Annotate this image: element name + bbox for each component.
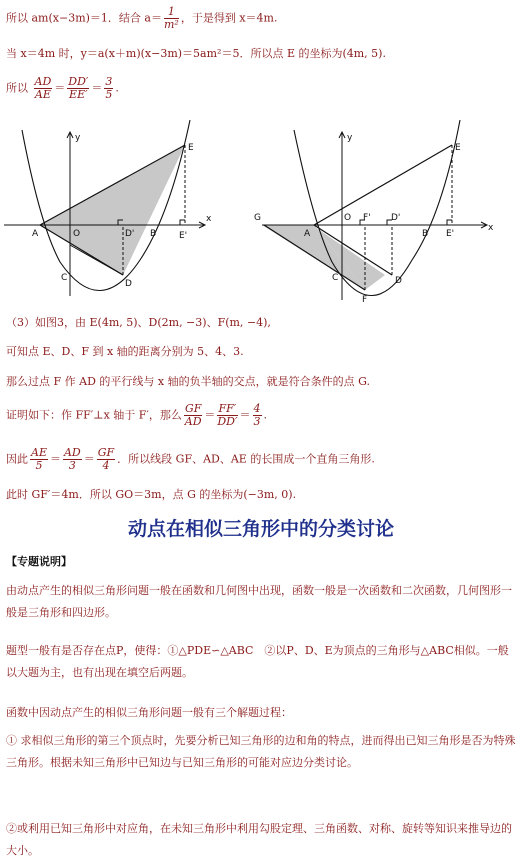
right-angle-mark [447,220,452,225]
figure-1 [0,120,262,300]
paragraph: 题型一般有是否存在点P，使得：①△PDE∽△ABC ②以P、D、E为顶点的三角形与△ABC相似。一般以大题为主，也有出现在填空后两题。 [6,644,509,679]
equals-sign: ＝ [239,408,251,422]
proof-line [6,403,267,428]
part3-line-3: 那么过点 F 作 AD 的平行线与 x 轴的负半轴的交点，就是符合条件的点 G. [6,375,370,388]
paragraph: ②或利用已知三角形中对应角，在未知三角形中利用勾股定理、三角函数、对称、旋转等知识来推导边的大小。 [6,822,512,857]
therefore-line [6,447,375,472]
text-segment: ，于是得到 x＝4m. [180,11,278,25]
fraction-numerator: 1 [164,6,179,19]
fraction [104,76,113,101]
fraction [217,403,237,428]
fraction-denominator: m² [163,18,179,31]
fraction-denominator: AE [34,88,51,101]
label-F: F [362,295,368,305]
fraction-denominator: AD [184,415,202,428]
label-Ep: E' [446,229,455,239]
label-C: C [332,273,339,283]
equals-sign: ＝ [204,408,216,422]
fraction [164,6,179,31]
fraction-numerator: DD′ [68,75,89,88]
figure-2 [254,120,522,305]
label-x: x [206,214,212,224]
label-Dp: D' [125,229,135,239]
fraction-denominator: 5 [35,459,43,472]
fraction-numerator: GF [184,402,202,415]
fraction [253,403,262,428]
equals-sign: ＝ [83,452,95,466]
label-y: y [75,133,81,143]
right-angle-mark [180,220,185,225]
label-E: E [188,143,194,153]
label-Fp: F' [363,213,371,223]
part3-line-1: （3）如图3，由 E(4m, 5)、D(2m, −3)、F(m, −4), [6,316,271,329]
text-segment: 所以 [6,81,28,95]
section-label: 【专题说明】 [6,555,72,568]
label-G: G [254,213,261,223]
equals-sign: ＝ [54,81,66,95]
fraction [184,403,202,428]
fraction [34,76,53,101]
label-O: O [73,229,81,239]
label-A: A [32,229,39,239]
text-segment: 因此 [6,452,28,466]
equals-sign: ＝ [49,452,61,466]
text-segment: . [263,408,267,422]
label-x: x [488,223,494,233]
label-E: E [455,143,461,153]
fraction-denominator: EE′ [69,88,88,101]
parabola [294,120,460,296]
final-line: 此时 GF′＝4m．所以 GO＝3m，点 G 的坐标为(−3m, 0). [6,488,297,501]
fraction-numerator: GF [97,446,115,459]
fraction-denominator: 5 [105,88,113,101]
fraction-denominator: 4 [102,459,110,472]
label-Dp: D' [391,213,401,223]
solution-line-2: 当 x＝4m 时，y＝a(x＋m)(x−3m)＝5am²＝5．所以点 E 的坐标为(4m, 5). [6,47,386,60]
fraction-denominator: DD′ [217,415,238,428]
paragraph: ① 求相似三角形的第三个顶点时，先要分析已知三角形的边和角的特点，进而得出已知三角形是否为特殊三角形。根据未知三角形中已知边与已知三角形的可能对应边分类讨论。 [6,734,516,769]
label-B: B [150,229,157,239]
fraction [63,447,82,472]
label-B: B [422,229,429,239]
paragraph: 由动点产生的相似三角形问题一般在函数和几何图中出现，函数一般是一次函数和二次函数，几何图形一般是三角形和四边形。 [6,584,512,619]
solution-line-1 [6,6,277,31]
text-segment: 所以 am(x−3m)＝1．结合 a＝ [6,11,162,25]
fraction-denominator: 3 [253,415,261,428]
text-segment: 证明如下：作 FF′⊥x 轴于 F′，那么 [6,408,182,422]
section-title: 动点在相似三角形中的分类讨论 [127,518,394,540]
shaded-triangle [40,145,188,275]
fraction-numerator: 4 [253,402,261,415]
fraction [30,447,48,472]
fraction-numerator: FF′ [218,402,237,415]
label-Ep: E' [179,231,188,241]
fraction [97,447,115,472]
solution-line-3 [6,76,119,101]
fraction-numerator: AD [34,75,52,88]
label-C: C [61,273,68,283]
label-D: D [395,276,402,286]
fraction-numerator: AE [31,446,47,459]
fraction [67,76,89,101]
fraction-denominator: 3 [68,459,76,472]
label-O: O [344,213,352,223]
label-D: D [125,279,132,289]
equals-sign: ＝ [91,81,103,95]
label-A: A [304,229,311,239]
text-segment: ．所以线段 GF、AD、AE 的长围成一个直角三角形. [117,452,375,466]
label-y: y [347,133,353,143]
paragraph: 函数中因动点产生的相似三角形问题一般有三个解题过程： [6,706,292,719]
fraction-numerator: 3 [105,75,113,88]
fraction-numerator: AD [63,446,81,459]
text-segment: . [115,81,119,95]
part3-line-2: 可知点 E、D、F 到 x 轴的距离分别为 5、4、3. [6,345,244,358]
segment-AE [314,145,452,225]
